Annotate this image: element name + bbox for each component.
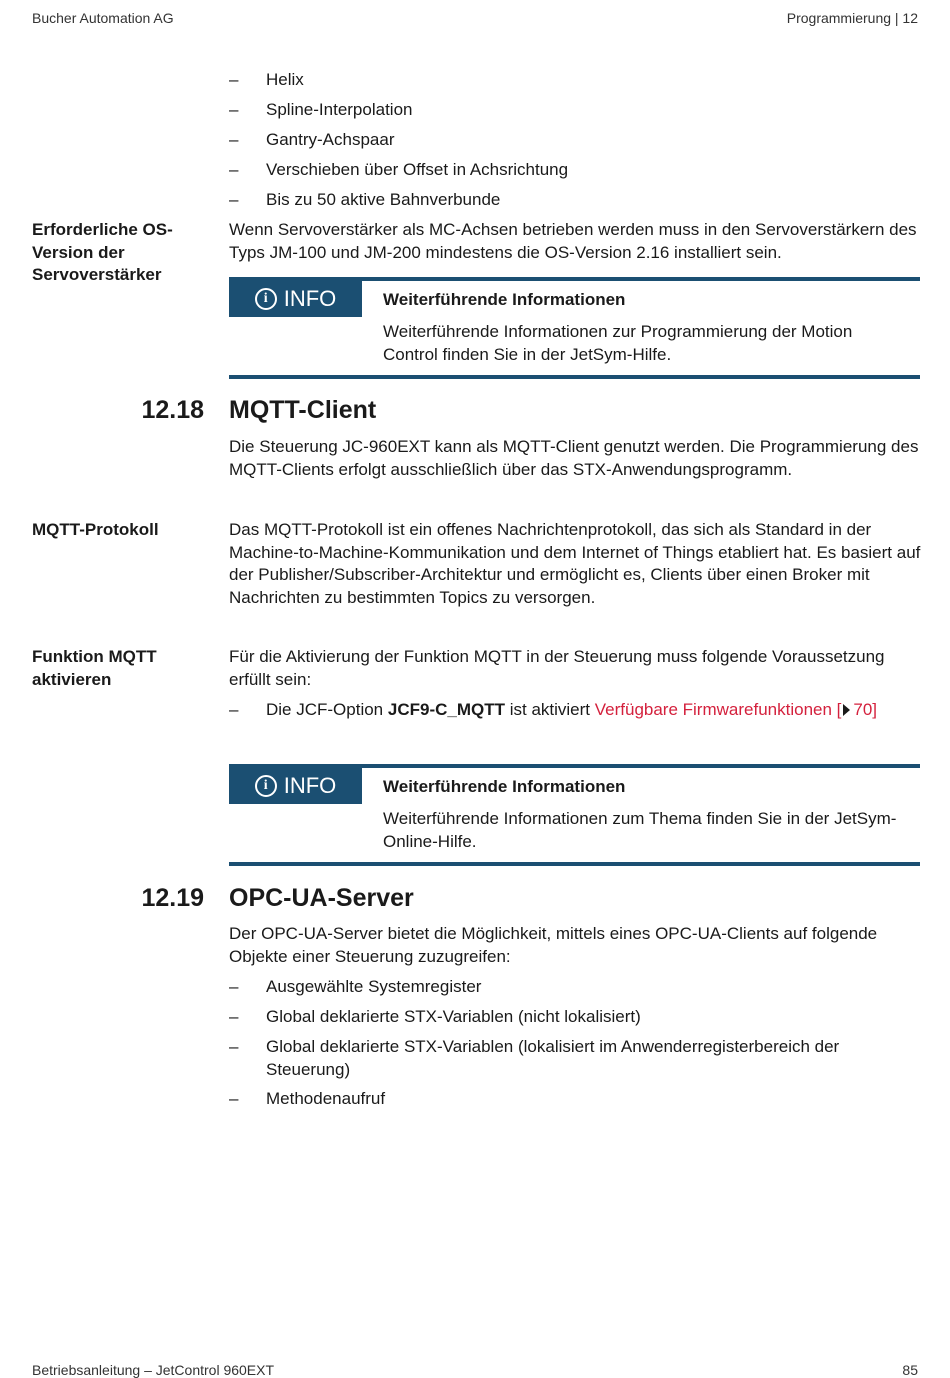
list-item: – Bis zu 50 aktive Bahnverbunde xyxy=(229,190,501,209)
list-item: – Global deklarierte STX-Variablen (nicht lokalisiert) xyxy=(229,1007,641,1026)
mqtt-activate-label: Funktion MQTT aktivieren xyxy=(32,647,157,689)
footer-doc-title: Betriebsanleitung – JetControl 960EXT xyxy=(32,1362,275,1378)
list-item: – Methodenaufruf xyxy=(229,1089,386,1108)
os-version-text: Wenn Servoverstärker als MC-Achsen betrieben werden muss in den Servoverstärkern des Typs JM-100 und JM-200 mindestens die OS-Version 2.16 installiert sein. xyxy=(229,220,917,262)
info-icon: i xyxy=(255,288,277,310)
list-item: – Die JCF-Option JCF9-C_MQTT ist aktiviert Verfügbare Firmwarefunktionen [ 70] xyxy=(229,700,878,719)
list-item: – Gantry-Achspaar xyxy=(229,130,395,149)
mqtt-protocol-label: MQTT-Protokoll xyxy=(32,520,159,539)
list-item: – Global deklarierte STX-Variablen (lokalisiert im Anwenderregisterbereich der Steuerung) xyxy=(229,1037,840,1079)
info-box xyxy=(229,277,920,379)
section-title: MQTT-Client xyxy=(229,396,377,424)
info-text: Weiterführende Informationen zur Programmierung der Motion Control finden Sie in der JetSym-Hilfe. xyxy=(383,322,853,364)
section-intro: Der OPC-UA-Server bietet die Möglichkeit, mittels eines OPC-UA-Clients auf folgende Objekte einer Steuerung zuzugreifen: xyxy=(229,924,878,966)
footer-page-number: 85 xyxy=(902,1362,918,1378)
header-chapter: Programmierung | 12 xyxy=(786,10,918,26)
section-intro: Die Steuerung JC-960EXT kann als MQTT-Client genutzt werden. Die Programmierung des MQTT-Clients erfolgt ausschließlich über das STX-Anwendungsprogramm. xyxy=(229,437,919,479)
info-tag: i INFO xyxy=(229,281,362,317)
section-number: 12.19 xyxy=(141,884,204,912)
section-number: 12.18 xyxy=(141,396,204,424)
page-reference-arrow-icon xyxy=(843,704,850,716)
list-item: – Helix xyxy=(229,70,304,89)
list-item: – Ausgewählte Systemregister xyxy=(229,977,482,996)
info-tag: i INFO xyxy=(229,768,362,804)
section-title: OPC-UA-Server xyxy=(229,884,414,912)
info-heading: Weiterführende Informationen xyxy=(383,777,626,796)
os-version-label: Erforderliche OS-Version der Servoverstärker xyxy=(32,220,173,284)
mqtt-activate-text: Für die Aktivierung der Funktion MQTT in der Steuerung muss folgende Voraussetzung erfüllt sein: xyxy=(229,647,885,689)
info-text: Weiterführende Informationen zum Thema finden Sie in der JetSym-Online-Hilfe. xyxy=(383,809,897,851)
firmware-functions-link[interactable]: Verfügbare Firmwarefunktionen [ 70] xyxy=(594,700,878,719)
info-heading: Weiterführende Informationen xyxy=(383,290,626,309)
list-item: – Verschieben über Offset in Achsrichtung xyxy=(229,160,569,179)
jcf-option-name: JCF9-C_MQTT xyxy=(387,700,505,719)
header-company: Bucher Automation AG xyxy=(32,10,174,26)
info-box xyxy=(229,764,920,866)
info-icon: i xyxy=(255,775,277,797)
list-item: – Spline-Interpolation xyxy=(229,100,413,119)
mqtt-protocol-text: Das MQTT-Protokoll ist ein offenes Nachrichtenprotokoll, das sich als Standard in der Machine-to-Machine-Kommunikation und dem Internet of Things etabliert hat. Es basiert auf der Publisher/Subscriber-Architektur und ermöglicht es, Clients über einen Broker mit Nachrichten zu bestimmten Topics zu versorgen. xyxy=(229,520,921,607)
